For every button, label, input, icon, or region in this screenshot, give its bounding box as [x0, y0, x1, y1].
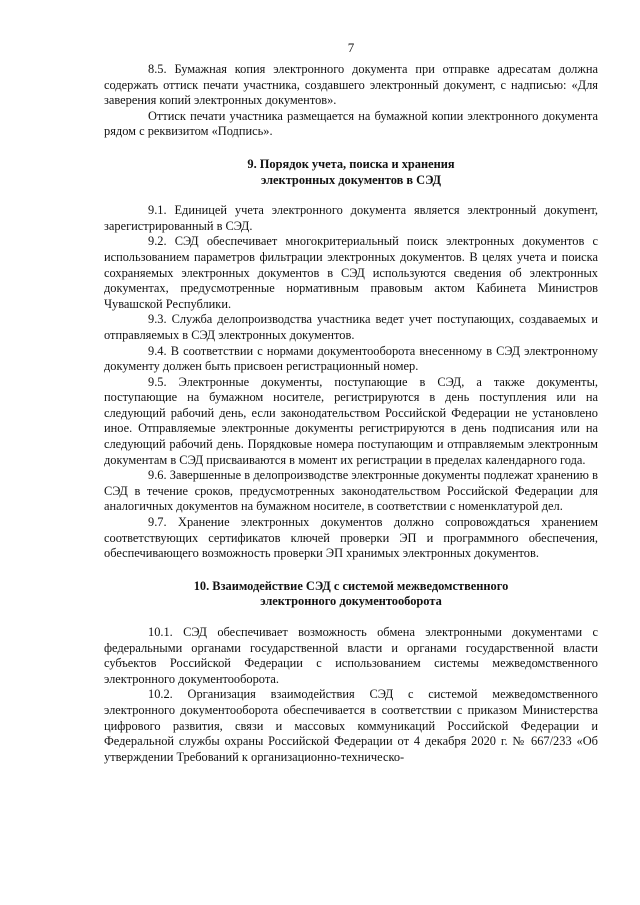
paragraph-10-1: 10.1. СЭД обеспечивает возможность обмена электронными документами с федеральными органами государственной власти и органами государственной власти субъектов Российской Федерации с использованием системы межведомственного электронного документооборота.	[104, 625, 598, 686]
section-10-heading	[104, 579, 598, 610]
paragraph-9-5: 9.5. Электронные документы, поступающие в СЭД, а также документы, поступающие на бумажном носителе, регистрируются в день поступления или на следующий рабочий день, если законодательством Российской Федерации не установлено иное. Отправляемые электронные документы регистрируются в день подписания или на следующий рабочий день. Порядковые номера поступающим и отправляемым электронным документам в СЭД присваиваются в момент их регистрации в пределах календарного года.	[104, 374, 598, 467]
paragraph-9-3: 9.3. Служба делопроизводства участника ведет учет поступающих, создаваемых и отправляемых в СЭД электронных документов.	[104, 312, 598, 342]
paragraph-9-1: 9.1. Единицей учета электронного документа является электронный докуmент, зарегистрированный в СЭД.	[104, 203, 598, 233]
paragraph-stamp-placement: Оттиск печати участника размещается на бумажной копии электронного документа рядом с реквизитом «Подпись».	[104, 108, 598, 139]
section-9-title-line-1: 9. Порядок учета, поиска и хранения	[247, 156, 455, 171]
section-10-title-line-2: электронного документооборота	[260, 594, 442, 609]
page-number: 7	[347, 40, 355, 55]
paragraph-9-2: 9.2. СЭД обеспечивает многокритериальный поиск электронных документов с использованием параметров фильтрации электронных документов. В целях учета и поиска сохраняемых электронных документов в СЭД используются сведения об электронных документах, предусмотренные нормативным правовым актом Кабинета Министров Чувашской Республики.	[104, 234, 598, 311]
section-10-title-line-1: 10. Взаимодействие СЭД с системой межведомственного	[193, 578, 509, 593]
section-9-heading	[104, 157, 598, 188]
paragraph-10-2: 10.2. Организация взаимодействия СЭД с системой межведомственного электронного документооборота обеспечивается в соответствии с приказом Министерства цифрового развития, связи и массовых коммуникаций Российской Федерации и Федеральной службы охраны Российской Федерации от 4 декабря 2020 г. № 667/233 «Об утверждении Требований к организационно-техническо-	[104, 687, 598, 764]
section-9-title-line-2: электронных документов в СЭД	[260, 172, 442, 187]
paragraph-9-6: 9.6. Завершенные в делопроизводстве электронные документы подлежат хранению в СЭД в течение сроков, предусмотренных законодательством Российской Федерации для аналогичных документов на бумажном носителе, в соответствии с номенклатурой дел.	[104, 468, 598, 514]
paragraph-8-5: 8.5. Бумажная копия электронного документа при отправке адресатам должна содержать оттиск печати участника, создавшего электронный документ, с надписью: «Для заверения копий электронных документов».	[104, 62, 598, 108]
paragraph-9-4: 9.4. В соответствии с нормами документооборота внесенному в СЭД электронному документу должен быть присвоен регистрационный номер.	[104, 343, 598, 374]
paragraph-9-7: 9.7. Хранение электронных документов должно сопровождаться хранением соответствующих сертификатов ключей проверки ЭП и программного обеспечения, обеспечивающего возможность проверки ЭП хранимых электронных документов.	[104, 515, 598, 561]
